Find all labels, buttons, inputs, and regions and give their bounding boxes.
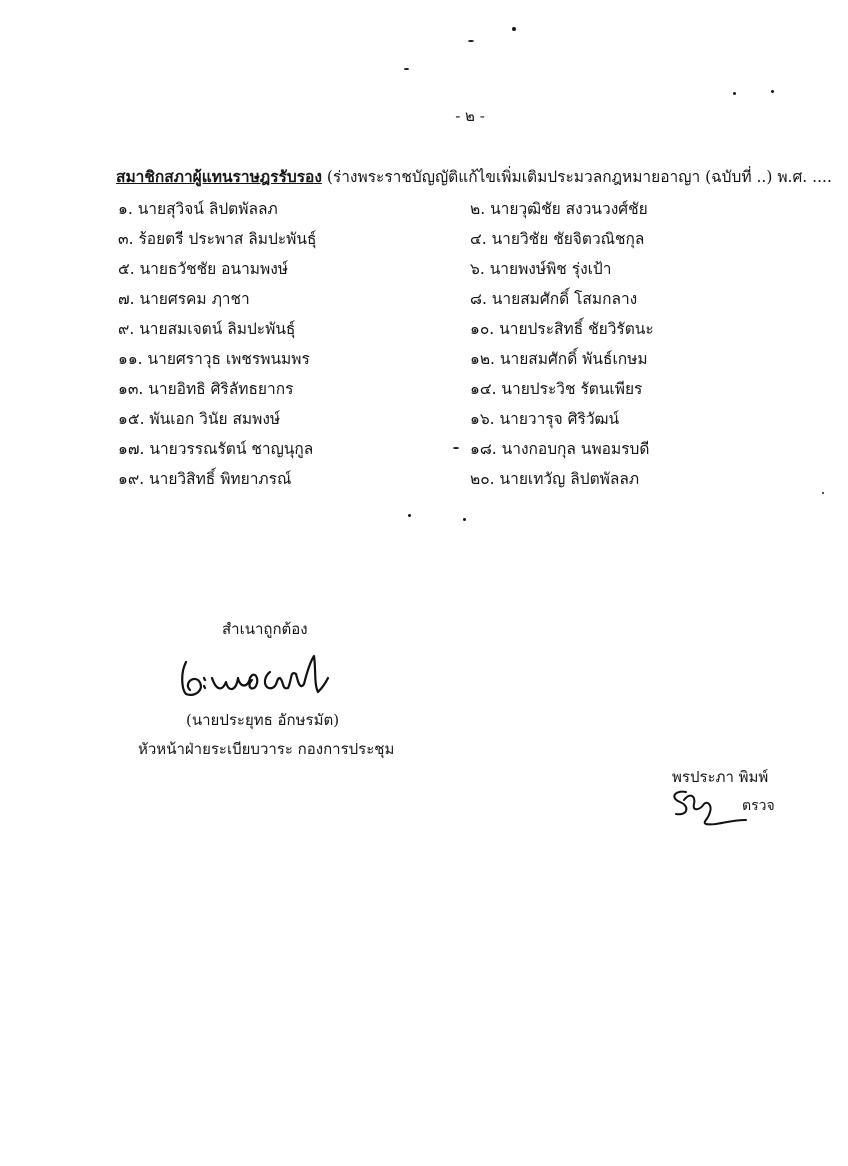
scan-speck bbox=[512, 27, 516, 31]
member-row bbox=[0, 406, 848, 436]
heading-title: สมาชิกสภาผู้แทนราษฎรรับรอง bbox=[116, 167, 322, 186]
member-entry: ๑๒. นายสมศักดิ์ พันธ์เกษม bbox=[470, 350, 648, 368]
member-row bbox=[0, 436, 848, 466]
member-row bbox=[0, 466, 848, 496]
member-entry: ๔. นายวิชัย ชัยจิตวณิชกุล bbox=[470, 230, 645, 248]
scan-speck bbox=[822, 492, 824, 494]
typist-note: พรประภา พิมพ์ bbox=[672, 768, 769, 786]
member-entry: ๑๕. พันเอก วินัย สมพงษ์ bbox=[118, 410, 281, 428]
signature-image bbox=[176, 648, 336, 704]
member-entry: ๓. ร้อยตรี ประพาส ลิมปะพันธุ์ bbox=[118, 230, 317, 248]
member-entry: ๗. นายศรคม ฦาชา bbox=[118, 290, 250, 308]
member-row bbox=[0, 346, 848, 376]
member-row bbox=[0, 316, 848, 346]
member-entry: ๖. นายพงษ์พิช รุ่งเป้า bbox=[470, 260, 612, 278]
member-entry: ๘. นายสมศักดิ์ โสมกลาง bbox=[470, 290, 638, 308]
member-row bbox=[0, 286, 848, 316]
scan-speck bbox=[404, 68, 409, 70]
member-entry: ๑๗. นายวรรณรัตน์ ชาญนุกูล bbox=[118, 440, 314, 458]
scan-speck bbox=[408, 514, 411, 517]
heading-subtitle: (ร่างพระราชบัญญัติแก้ไขเพิ่มเติมประมวลกฎหมายอาญา (ฉบับที่ ..) พ.ศ. .... bbox=[326, 168, 832, 186]
scan-speck bbox=[771, 90, 774, 93]
member-entry: ๑๓. นายอิทธิ ศิริลัทธยากร bbox=[118, 380, 294, 398]
member-row bbox=[0, 226, 848, 256]
member-entry: ๙. นายสมเจตน์ ลิมปะพันธุ์ bbox=[118, 320, 296, 338]
scan-speck bbox=[468, 40, 474, 42]
checker-initials bbox=[666, 786, 748, 828]
member-entry: ๑๐. นายประสิทธิ์ ชัยวิรัตนะ bbox=[470, 320, 654, 338]
member-entry: ๑. นายสุวิจน์ ลิปตพัลลภ bbox=[118, 200, 278, 218]
page-number: - ๒ - bbox=[455, 107, 485, 125]
signer-name: (นายประยุทธ อักษรมัต) bbox=[186, 711, 340, 729]
member-entry: ๕. นายธวัชชัย อนามพงษ์ bbox=[118, 260, 289, 278]
signer-title: หัวหน้าฝ่ายระเบียบวาระ กองการประชุม bbox=[138, 740, 395, 758]
member-entry: ๑๔. นายประวิช รัตนเพียร bbox=[470, 380, 643, 398]
heading bbox=[116, 164, 832, 189]
checked-label: ตรวจ bbox=[742, 798, 775, 814]
member-row bbox=[0, 196, 848, 226]
member-row bbox=[0, 256, 848, 286]
member-entry: ๑๘. นางกอบกุล นพอมรบดี bbox=[470, 440, 650, 458]
scan-speck bbox=[463, 518, 466, 521]
member-entry: ๒. นายวุฒิชัย สงวนวงศ์ชัย bbox=[470, 200, 648, 218]
member-entry: ๑๖. นายวารุจ ศิริวัฒน์ bbox=[470, 410, 620, 428]
certified-copy-label: สำเนาถูกต้อง bbox=[222, 620, 308, 638]
scan-speck bbox=[453, 447, 459, 449]
member-entry: ๑๙. นายวิสิทธิ์ พิทยาภรณ์ bbox=[118, 470, 292, 488]
scan-speck bbox=[733, 92, 736, 95]
member-row bbox=[0, 376, 848, 406]
member-entry: ๑๑. นายศราวุธ เพชรพนมพร bbox=[118, 350, 310, 368]
member-entry: ๒๐. นายเทวัญ ลิปตพัลลภ bbox=[470, 470, 640, 488]
member-list bbox=[0, 196, 848, 496]
